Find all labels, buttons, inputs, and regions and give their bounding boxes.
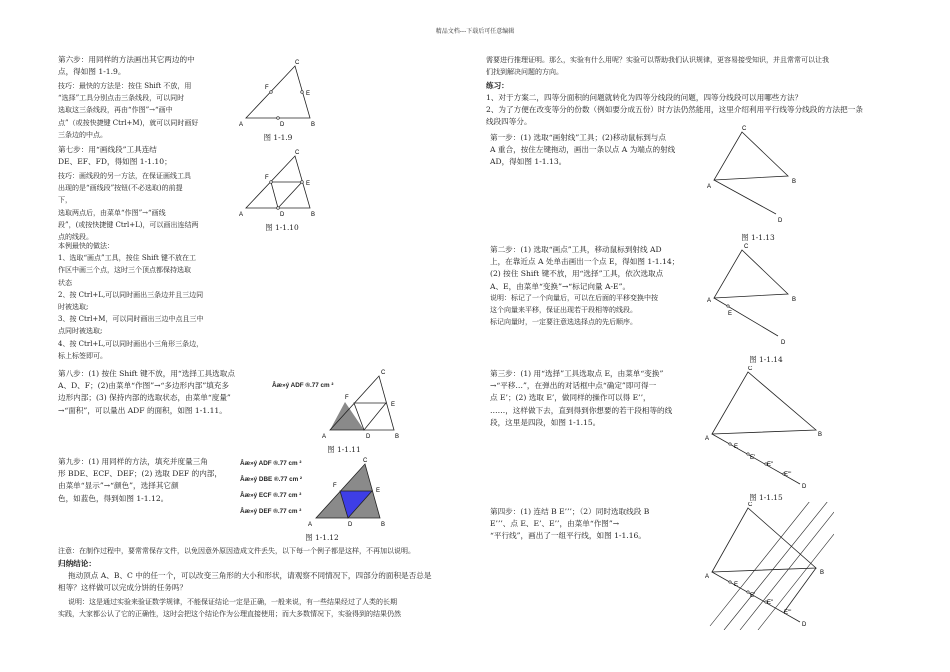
svg-text:E: E [734, 444, 739, 450]
svg-text:D: D [348, 522, 353, 528]
fig-1-1-14-caption: 图 1-1.14 [749, 355, 783, 364]
r-step2-note: 说明：标记了一个向量后，可以在后面的平移变换中按 这个向量来平移，保证出现若干段相等的线段。 标记向量时，一定要注意选选择点的先后顺序。 [490, 294, 658, 327]
svg-text:E': E' [750, 593, 756, 599]
figure-1-1-15 [704, 366, 824, 491]
svg-text:D: D [781, 340, 786, 346]
fig-1-1-12-caption: 图 1-1.12 [305, 533, 339, 542]
svg-text:E: E [306, 181, 311, 187]
exercise-title: 练习： [486, 81, 509, 90]
svg-text:A: A [707, 298, 712, 304]
area-readout-adf: Âæ»ý ADF ®.77 cm ² [272, 382, 334, 389]
svg-text:C: C [295, 150, 300, 156]
conclusion-title: 归纳结论： [58, 559, 96, 568]
step9-text: 第九步：(1) 用同样的方法，填充并度量三角 形 BDE、ECF、DEF；(2) 选取 DEF 的内部， 由菜单“显示”→“颜色”，选择其它颜 色，如蓝色，得到如图 1-1.12。 [58, 457, 222, 503]
svg-text:C: C [363, 458, 368, 464]
figure-1-1-9 [234, 58, 324, 130]
svg-text:A: A [705, 574, 710, 580]
svg-text:D: D [280, 122, 285, 128]
svg-text:D: D [778, 218, 783, 224]
fig-1-1-15-caption: 图 1-1.15 [749, 493, 783, 502]
r-step1-text: 第一步：(1) 选取“画射线”工具；(2)移动鼠标到与点 A 重合，按住左键拖动，画出一条以点 A 为端点的射线 AD，得如图 1-1.13。 [490, 133, 676, 167]
svg-text:E: E [728, 311, 733, 317]
fig-1-1-9-caption: 图 1-1.9 [263, 133, 293, 142]
figure-1-1-13 [704, 122, 814, 227]
svg-text:C: C [381, 370, 386, 376]
figure-1-1-10 [234, 148, 324, 220]
svg-text:A: A [239, 122, 244, 128]
step6-tip: 技巧：最快的方法是：按住 Shift 不放，用 “选择”工具分别点击三条线段，可以同时 选取这三条线段，再由“作图”→“画中 点”（或按快捷键 Ctrl+M)，就可以同时画好 三条边的中点。 [58, 82, 199, 139]
svg-text:E: E [734, 582, 739, 588]
fig-1-1-10-caption: 图 1-1.10 [265, 223, 299, 232]
quick-method: 本例最快的做法： 1、选取“画点”工具，按住 Shift 键不放在工 作区中画三个点，这时三个顶点都保持选取 状态 2、按 Ctrl+L,可以同时画出三条边并且三边同 时被选取; 3、按 Ctrl+M，可以同时画出三边中点且三中 点同时被选取; 4、按 Ctrl+L,可以同时画出小三角形三条边， 标上标签即可。 [58, 242, 204, 360]
svg-text:E: E [376, 488, 381, 494]
figure-1-1-16 [704, 502, 834, 630]
svg-text:C: C [295, 60, 300, 66]
svg-text:E: E [306, 91, 311, 97]
svg-text:B: B [792, 297, 797, 303]
svg-text:F: F [345, 395, 349, 401]
svg-text:F: F [265, 175, 269, 181]
svg-text:B: B [311, 212, 316, 218]
explanation-text: 说明：这是通过实验来验证数学规律，不能保证结论一定是正确，一般来说，有一些结果经过了人类的长期 实践，大家都公认了它的正确性，这时会把这个结论作为公理直接使用；而大多数情况下，实验得到的结果仍然 [58, 598, 401, 619]
svg-text:D: D [366, 434, 371, 440]
step7-tip: 技巧：画线段的另一方法，在保证画线工具 出现的是“画线段”按钮(不必选取)的前提 下， 选取两点后，由菜单“作图”→“画线 段”，(或按快捷键 Ctrl+L)，可以画出连结两 点的线段。 [58, 172, 199, 242]
svg-text:C: C [742, 126, 747, 132]
svg-text:B: B [792, 179, 797, 185]
svg-text:A: A [705, 436, 710, 442]
svg-text:B: B [395, 434, 400, 440]
svg-text:C: C [748, 366, 753, 372]
step8-text: 第八步：(1) 按住 Shift 键不放，用“选择工具选取点 A、D、F；(2)由菜单“作图”→“多边形内部”填充多 边形内部；(3) 保持内部的选取状态，由菜单“度量” →“面积”，可以量出 ADF 的面积，如图 1-1.11。 [58, 369, 235, 415]
svg-text:E''': E''' [784, 610, 792, 616]
svg-text:C: C [744, 244, 749, 250]
svg-text:B: B [311, 122, 316, 128]
step7-text: 第七步：用“画线段”工具连结 DE、EF、FD，得如图 1-1.10； [58, 145, 172, 167]
exercise-text: 1、对于方案二，四等分面积的问题就转化为四等分线段的问题，四等分线段可以用哪些方法？ 2、为了方便在改变等分的份数（例如要分成五份）时方法仍然能用，这里介绍利用平行线等分线段的方法把一条 线段四等分。 [486, 93, 863, 127]
svg-text:C: C [748, 502, 753, 508]
svg-text:A: A [308, 522, 313, 528]
r-step3-text: 第三步：(1) 用“选择”工具选取点 E，由菜单“变换” →“平移…”，在弹出的对话框中点“确定”即可得一 点 E’；(2) 选取 E’，做同样的操作可以得 E’’， ……，这样做下去，直到得到你想要的若干段相等的线 段，这里是四段，如图 1-1.15。 [490, 369, 673, 427]
svg-text:A: A [707, 184, 712, 190]
svg-text:B: B [381, 522, 386, 528]
conclusion-text: 拖动顶点 A、B、C 中的任一个，可以改变三角形的大小和形状，请观察不同情况下，四部分的面积是否总是 相等？这样做可以完成分饼的任务吗？ [58, 571, 432, 593]
svg-text:A: A [322, 434, 327, 440]
note-text: 注意：在制作过程中，要常常保存文件，以免因意外原因造成文件丢失，以下每一个例子都是这样，不再加以说明。 [58, 547, 415, 555]
svg-text:B: B [820, 570, 825, 576]
svg-text:D: D [802, 484, 807, 490]
r-step2-text: 第二步：(1) 选取“画点”工具，移动鼠标到射线 AD 上，在靠近点 A 处单击画出一个点 E，得如图 1-1.14； (2) 按住 Shift 键不放，用“选择”工具，依次选取点 A、E，由菜单“变换”→“标记向量 A-E”。 [490, 245, 680, 291]
svg-text:D: D [280, 212, 285, 218]
svg-text:E''': E''' [784, 472, 792, 478]
fig-1-1-11-caption: 图 1-1.11 [327, 445, 361, 454]
svg-text:B: B [818, 432, 823, 438]
figure-1-1-11 [318, 366, 408, 446]
step6-text: 第六步：用同样的方法画出其它两边的中 点，得如图 1-1.9。 [58, 55, 195, 77]
fig-1-1-13-caption: 图 1-1.13 [741, 233, 775, 242]
svg-text:E': E' [750, 455, 756, 461]
figure-1-1-14 [704, 240, 814, 352]
svg-text:F: F [265, 85, 269, 91]
svg-text:E'': E'' [767, 462, 774, 468]
svg-text:F: F [333, 483, 337, 489]
area-readouts: Âæ»ý ADF ®.77 cm ² Âæ»ý DBE ®.77 cm ² Âæ»ý ECF ®.77 cm ² Âæ»ý DEF ®.77 cm ² [240, 460, 303, 515]
svg-text:D: D [802, 622, 807, 628]
svg-text:E'': E'' [767, 600, 774, 606]
r-step4-text: 第四步：(1) 连结 B E’’’；（2）同时选取线段 B E’’’、点 E、E’、E’’，由菜单“作图”→ “平行线”，画出了一组平行线，如图 1-1.16。 [490, 507, 650, 541]
svg-text:E: E [391, 402, 396, 408]
svg-text:A: A [239, 212, 244, 218]
intro-text: 需要进行推理证明。那么，实验有什么用呢？实验可以帮助我们认识规律，更容易接受知识，并且常常可以让我 们找到解决问题的方向。 [486, 56, 829, 77]
figure-1-1-12 [304, 454, 394, 534]
page-header: 精品文档---下载后可任意编辑 [435, 28, 515, 35]
